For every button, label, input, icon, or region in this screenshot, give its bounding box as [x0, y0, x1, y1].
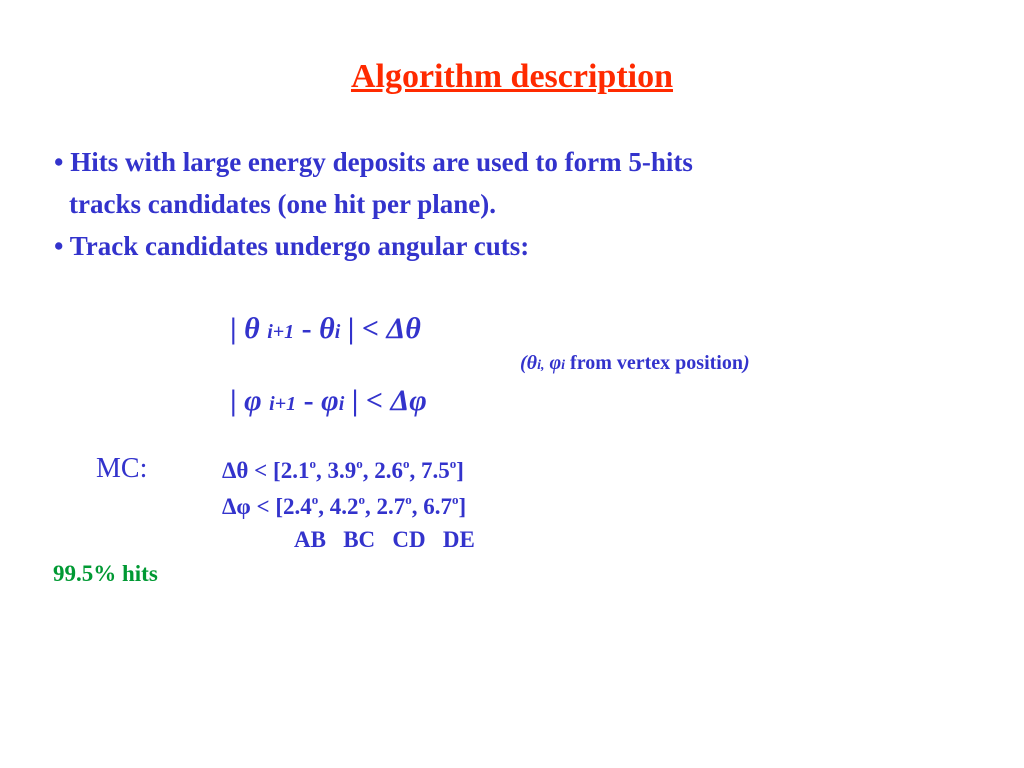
- abs-bar-right: |: [351, 384, 359, 417]
- note-theta: θ: [526, 352, 538, 374]
- degree-mark: o: [358, 492, 366, 507]
- phi-symbol: φ: [244, 384, 262, 417]
- less-than: <: [361, 312, 379, 345]
- degree-mark: o: [405, 492, 412, 507]
- phi-i-symbol: φ: [321, 384, 339, 417]
- theta-cut-prefix: Δθ < [: [222, 458, 281, 483]
- abs-bar-left: |: [230, 312, 237, 345]
- minus-sign: -: [301, 312, 312, 345]
- delta-theta-symbol: Δθ: [386, 312, 421, 345]
- degree-mark: o: [449, 456, 457, 471]
- efficiency-label: 99.5% hits: [53, 561, 158, 586]
- abs-bar-left: |: [230, 384, 237, 417]
- note-sub-i: i: [561, 358, 566, 373]
- theta-cut-value: 2.6: [374, 458, 403, 483]
- note-text: from vertex position: [565, 352, 743, 374]
- degree-mark: o: [402, 456, 410, 471]
- theta-cut-value: 2.1: [280, 458, 310, 483]
- degree-mark: o: [452, 492, 459, 507]
- mc-theta-cuts: $\Delta\theta < [2.1^o$, 3.9$^o$, 2.6$^o$, 7.5$^o$]: [222, 456, 464, 483]
- note-open-paren: (: [520, 352, 527, 374]
- delta-phi-symbol: Δφ: [390, 384, 427, 417]
- phi-cut-value: 2.7: [376, 494, 406, 519]
- phi-cut-value: 6.7: [423, 494, 453, 519]
- phi-cut-formula: [230, 384, 427, 418]
- abs-bar-right: |: [347, 312, 355, 345]
- vertex-position-note: [520, 352, 750, 375]
- theta-cut-formula: [230, 312, 421, 346]
- theta-symbol: θ: [244, 312, 260, 345]
- note-phi: φ: [549, 352, 562, 374]
- phi-cut-value: 4.2: [329, 494, 359, 519]
- minus-sign: -: [303, 384, 314, 417]
- index-i-plus-1: i+1: [269, 393, 297, 415]
- slide-title: Algorithm description: [350, 58, 674, 95]
- mc-label: MC:: [96, 453, 148, 484]
- degree-mark: o: [311, 492, 319, 507]
- bullet-track-candidates: • Track candidates undergo angular cuts:: [54, 231, 530, 261]
- index-i: i: [338, 393, 345, 415]
- degree-mark: o: [309, 456, 316, 471]
- index-i-plus-1: i+1: [267, 321, 295, 343]
- theta-i-symbol: θ: [319, 312, 335, 345]
- mc-phi-cuts: $\Delta\varphi < [2.4^o$, 4.2$^o$, 2.7$^o$, 6.7$^o$]: [222, 492, 467, 519]
- note-sub-i-comma: i,: [537, 358, 545, 373]
- degree-mark: o: [356, 456, 363, 471]
- index-i: i: [334, 321, 341, 343]
- theta-cut-value: 3.9: [327, 458, 357, 483]
- bullet-hits-line-1: • Hits with large energy deposits are used to form 5-hits: [54, 147, 693, 177]
- phi-cut-prefix: Δφ < [: [222, 494, 284, 519]
- theta-cut-value: 7.5: [420, 458, 450, 483]
- bullet-hits-line-2: tracks candidates (one hit per plane).: [69, 189, 497, 219]
- plane-pair-labels: AB BC CD DE: [294, 527, 475, 552]
- less-than: <: [365, 384, 383, 417]
- note-close-paren: ): [742, 352, 750, 374]
- phi-cut-value: 2.4: [283, 494, 312, 519]
